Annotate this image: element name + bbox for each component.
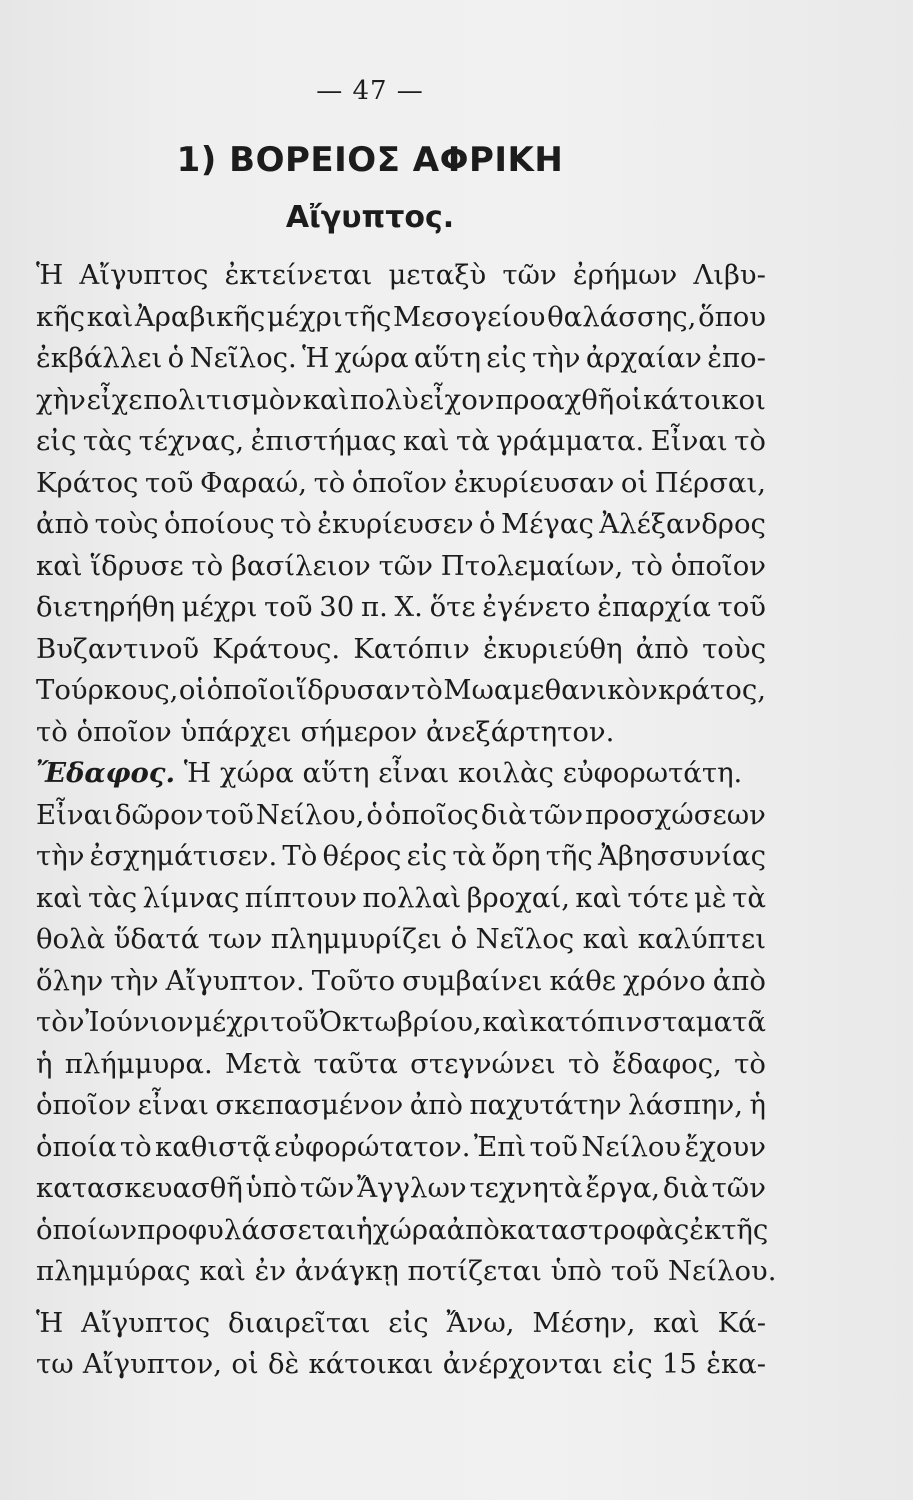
- text-line: [36, 670, 766, 712]
- word: ἐκτείνεται: [224, 259, 373, 291]
- word: Ἡ: [302, 342, 330, 374]
- word: Ἀραβικῆς: [134, 300, 266, 333]
- word: ἐκβάλλει: [36, 342, 163, 374]
- word: τοῦ: [145, 466, 194, 499]
- word: τὸν: [36, 1006, 85, 1038]
- word: ὁποίων: [36, 1213, 138, 1246]
- word: οἱ: [178, 674, 207, 706]
- word: Τοῦτο: [311, 964, 396, 997]
- word: πλημμυρίζει: [270, 923, 443, 955]
- word: πολιτισμὸν: [143, 383, 303, 416]
- word: Χ.: [394, 591, 423, 623]
- word: ὁποῖον: [36, 1089, 132, 1121]
- word: τὸ: [191, 549, 224, 582]
- text-line: τὸ ὁποῖον ὑπάρχει σήμερον ἀνεξάρτητον.: [36, 715, 615, 748]
- word: Μετὰ: [225, 1047, 302, 1080]
- word: Αἴγυπτος: [79, 259, 209, 291]
- word: τω: [36, 1348, 74, 1380]
- word: καὶ: [482, 1006, 529, 1038]
- word: θέρος: [322, 840, 402, 872]
- word: ἀνέρχονται: [442, 1348, 603, 1380]
- word: Εἶναι: [36, 798, 113, 831]
- word: ἀρχαίαν: [585, 342, 702, 374]
- word: ὁ: [450, 923, 468, 955]
- paragraph-terrain: [36, 753, 777, 1293]
- text-line: Ἔδαφος. Ἡ χώρα αὕτη εἶναι κοιλὰς εὐφορωτάτη.: [36, 757, 743, 789]
- word: κάτοικαι: [308, 1348, 434, 1380]
- word: Ἐπὶ: [473, 1130, 527, 1163]
- word: τεχνητὰ: [469, 1172, 583, 1204]
- word: διὰ: [480, 798, 527, 831]
- word: ὁποῖον: [351, 466, 448, 499]
- word: τὸ: [411, 674, 443, 706]
- text-line: [36, 878, 766, 920]
- text-line: πλημμύρας καὶ ἐν ἀνάγκῃ ποτίζεται ὑπὸ τοῦ Νείλου.: [36, 1255, 777, 1287]
- word: εἰς: [612, 1348, 653, 1380]
- paragraph-divisions: [36, 1303, 766, 1386]
- word: Αἴγυπτον.: [165, 964, 305, 997]
- word: τὸ: [119, 1130, 152, 1163]
- word: ἡ: [749, 1089, 766, 1121]
- word: τοῦ: [529, 1130, 578, 1163]
- word: προαχθῆ: [495, 383, 615, 416]
- word: ἔργα,: [585, 1172, 661, 1204]
- word: καταστροφὰς: [499, 1213, 690, 1246]
- word: τὴν: [36, 840, 85, 872]
- word: εἰς: [388, 1306, 429, 1339]
- word: βροχαί,: [466, 881, 570, 914]
- word: Λιβυ-: [693, 259, 766, 291]
- word: κάθε: [549, 964, 617, 997]
- word: τῶν: [711, 1172, 766, 1204]
- word: ταῦτα: [313, 1047, 398, 1080]
- word: ἐκυρίευσαν: [453, 466, 615, 499]
- text-line: [36, 1002, 766, 1044]
- word: Τὸ: [282, 840, 318, 872]
- word: τὸ: [631, 549, 663, 582]
- word: ἡ: [356, 1213, 373, 1246]
- word: ἀπὸ: [635, 632, 689, 665]
- word: τὴν: [532, 342, 581, 374]
- text-line: [36, 463, 766, 505]
- word: τῆς: [721, 1213, 769, 1246]
- word: μεταξὺ: [388, 259, 487, 291]
- text-line: [36, 297, 766, 339]
- word: κάτοικοι: [643, 383, 766, 416]
- word: πολὺ: [350, 383, 419, 416]
- word: π.: [361, 591, 388, 623]
- word: κατασκευασθῆ: [36, 1172, 243, 1204]
- word: ἵδρυσε: [90, 549, 184, 582]
- word: καὶ: [402, 425, 450, 457]
- paragraph-history: [36, 255, 766, 753]
- word: των: [207, 923, 263, 955]
- word: διετηρήθη: [36, 591, 175, 623]
- text-line: [36, 421, 766, 463]
- word: καλύπτει: [637, 923, 766, 955]
- word: ἐρήμων: [572, 259, 678, 291]
- word: εἰς: [36, 425, 77, 457]
- word: καθιστᾷ: [155, 1130, 271, 1163]
- word: τοὺς: [702, 632, 766, 665]
- word: δῶρον: [114, 798, 204, 831]
- word: ἔδαφος,: [612, 1047, 722, 1080]
- word: Κά-: [717, 1306, 766, 1339]
- text-line: [36, 919, 766, 961]
- text-line: [36, 629, 766, 671]
- word: ἐγένετο: [482, 591, 591, 623]
- word: μέχρι: [194, 1006, 270, 1038]
- word: μέχρι: [266, 300, 343, 333]
- word: τὰς: [82, 425, 133, 457]
- word: ὁποῖος: [384, 798, 479, 831]
- word: μέχρι: [181, 591, 258, 623]
- word: Μωαμεθανικὸν: [443, 674, 658, 706]
- text-line: [36, 380, 766, 422]
- word: Αἴγυπτος: [81, 1306, 211, 1339]
- word: Ἀλέξανδρος: [599, 508, 766, 540]
- word: Ἰούνιον: [85, 1006, 194, 1038]
- text-line: [36, 1127, 766, 1169]
- word: τὰ: [456, 425, 490, 457]
- word: ἐπαρχία: [597, 591, 711, 623]
- word: ἐκυρίευσεν: [317, 508, 474, 540]
- word: πλήμμυρα.: [64, 1047, 213, 1080]
- word: ἵδρυσαν: [296, 674, 411, 706]
- word: Νεῖλος.: [189, 342, 297, 374]
- word: κατόπιν: [529, 1006, 643, 1038]
- word: Ὀκτωβρίου,: [319, 1006, 482, 1038]
- word: παχυτάτην: [469, 1089, 622, 1121]
- word: εἰς: [486, 342, 527, 374]
- word: ὅλην: [36, 964, 104, 997]
- word: χώρα: [334, 342, 409, 374]
- word: 30: [319, 591, 355, 623]
- word: καὶ: [86, 300, 134, 333]
- word: εὐφορώτατον.: [274, 1130, 471, 1163]
- word: σκεπασμένον: [215, 1089, 404, 1121]
- word: τῶν: [378, 549, 433, 582]
- text-line: [36, 1085, 766, 1127]
- word: τέχνας,: [138, 425, 245, 457]
- word: ὁ: [479, 508, 496, 540]
- word: κράτος,: [658, 674, 766, 706]
- text-line: [36, 795, 766, 837]
- word: λάσπην,: [628, 1089, 743, 1121]
- word: στεγνώνει: [410, 1047, 556, 1080]
- word: πολλαὶ: [362, 881, 462, 914]
- word: Νείλου,: [255, 798, 365, 831]
- word: καὶ: [582, 923, 630, 955]
- word: τοῦ: [264, 591, 313, 623]
- word: ἐπο-: [707, 342, 766, 374]
- word: Ἀβησσυνίας: [598, 840, 766, 872]
- word: τὰ: [732, 881, 766, 914]
- word: ἐσχημάτισεν.: [89, 840, 278, 872]
- text-line: [36, 1044, 766, 1086]
- word: τοῦ: [205, 798, 254, 831]
- word: τοὺς: [94, 508, 159, 540]
- word: ὁποίους: [163, 508, 275, 540]
- word: τὰς: [87, 881, 138, 914]
- word: εἶναι: [137, 1089, 209, 1121]
- word: καὶ: [575, 881, 622, 914]
- word: ἀπὸ: [712, 964, 766, 997]
- word: ὁ: [366, 798, 383, 831]
- word: σταματᾶ: [643, 1006, 766, 1038]
- word: τοῦ: [717, 591, 766, 623]
- word: οἱ: [614, 383, 643, 416]
- word: δὲ: [267, 1348, 300, 1380]
- word: πίπτουν: [244, 881, 357, 914]
- word: τοῦ: [270, 1006, 319, 1038]
- word: μὲ: [694, 881, 727, 914]
- word: ἑκα-: [706, 1348, 766, 1380]
- word: τὸ: [280, 508, 312, 540]
- word: ὕδατά: [113, 923, 200, 955]
- word: ὄρη: [491, 840, 541, 872]
- text-line: [36, 1168, 766, 1210]
- word: ἐκυριεύθη: [482, 632, 623, 665]
- word: τῶν: [299, 1172, 355, 1204]
- word: 15: [661, 1348, 697, 1380]
- word: Φαραώ,: [200, 466, 308, 499]
- word: ὁποῖον: [670, 549, 766, 582]
- word: Βυζαντινοῦ: [36, 632, 200, 665]
- text-line: [36, 338, 766, 380]
- word: οἱ: [620, 466, 649, 499]
- word: τῶν: [528, 798, 584, 831]
- text-line: [36, 255, 766, 297]
- word: Κατόπιν: [353, 632, 470, 665]
- word: Πέρσαι,: [654, 466, 766, 499]
- word: Μέγας: [501, 508, 594, 540]
- word: τότε: [627, 881, 689, 914]
- word: Ἄνω,: [446, 1306, 515, 1339]
- word: τὸ: [734, 1047, 766, 1080]
- word: προσχώσεων: [585, 798, 766, 831]
- word: τῆς: [545, 840, 593, 872]
- word: προφυλάσσεται: [137, 1213, 357, 1246]
- word: τὰ: [452, 840, 487, 872]
- word: λίμνας: [142, 881, 240, 914]
- word: ὅπου: [698, 300, 766, 333]
- word: ὑπὸ: [245, 1172, 298, 1204]
- word: ἡ: [36, 1047, 53, 1080]
- text-line: [36, 1210, 769, 1252]
- page-number: — 47 —: [316, 76, 424, 106]
- word: ἀπὸ: [36, 508, 90, 540]
- body-text: [36, 255, 777, 1386]
- word: εἰς: [406, 840, 448, 872]
- word: τὸ: [734, 425, 766, 457]
- word: Νείλου: [581, 1130, 682, 1163]
- word: Ἄγγλων: [357, 1172, 467, 1204]
- text-line: [36, 587, 766, 629]
- text-line: [36, 836, 766, 878]
- word: τὸ: [567, 1047, 600, 1080]
- word: αὕτη: [413, 342, 481, 374]
- word: βασίλειον: [231, 549, 371, 582]
- text-line: [36, 1303, 766, 1345]
- text-line: [36, 961, 766, 1003]
- word: διαιρεῖται: [227, 1306, 371, 1339]
- word: Τούρκους,: [36, 674, 179, 706]
- word: Ἡ: [36, 259, 64, 291]
- word: θολὰ: [36, 923, 106, 955]
- word: ὁ: [167, 342, 185, 374]
- word: οἱ: [231, 1348, 259, 1380]
- word: Μεσογείου: [393, 300, 546, 333]
- word: Αἴγυπτον,: [82, 1348, 223, 1380]
- word: συμβαίνει: [402, 964, 543, 997]
- text-line: [36, 546, 766, 588]
- word: Ἡ: [36, 1306, 64, 1339]
- word: ἔχουν: [684, 1130, 766, 1163]
- word: ἐπιστήμας: [250, 425, 397, 457]
- word: ὁποία: [36, 1130, 117, 1163]
- section-subtitle: Αἴγυπτος.: [285, 200, 455, 235]
- word: τῆς: [344, 300, 392, 333]
- word: καὶ: [653, 1306, 700, 1339]
- word: χὴν: [36, 383, 86, 416]
- word: τὸ: [313, 466, 346, 499]
- word: Πτολεμαίων,: [440, 549, 624, 582]
- text-line: [36, 504, 766, 546]
- word: χρόνο: [623, 964, 706, 997]
- word: ἀπὸ: [409, 1089, 463, 1121]
- word: Κράτους.: [212, 632, 341, 665]
- word: καὶ: [36, 881, 83, 914]
- terrain-heading: Ἔδαφος.: [36, 757, 176, 789]
- word: Εἶναι: [650, 425, 728, 457]
- word: τῶν: [502, 259, 557, 291]
- word: ἐκ: [689, 1213, 722, 1246]
- word: καὶ: [36, 549, 83, 582]
- text-line: [36, 1344, 766, 1386]
- word: ὁποῖοι: [206, 674, 296, 706]
- word: καὶ: [302, 383, 350, 416]
- word: Κράτος: [36, 466, 139, 499]
- word: χώρα: [372, 1213, 447, 1246]
- word: γράμματα.: [496, 425, 645, 457]
- section-title: 1) ΒΟΡΕΙΟΣ ΑΦΡΙΚΗ: [176, 140, 564, 180]
- word: Μέσην,: [532, 1306, 636, 1339]
- word: εἶχε: [86, 383, 143, 416]
- word: κῆς: [36, 300, 86, 333]
- word: τὴν: [110, 964, 159, 997]
- word: Νεῖλος: [475, 923, 575, 955]
- word: ἀπὸ: [446, 1213, 500, 1246]
- word: διὰ: [662, 1172, 709, 1204]
- word: ὅτε: [429, 591, 476, 623]
- word: θαλάσσης,: [547, 300, 697, 333]
- word: εἶχον: [419, 383, 495, 416]
